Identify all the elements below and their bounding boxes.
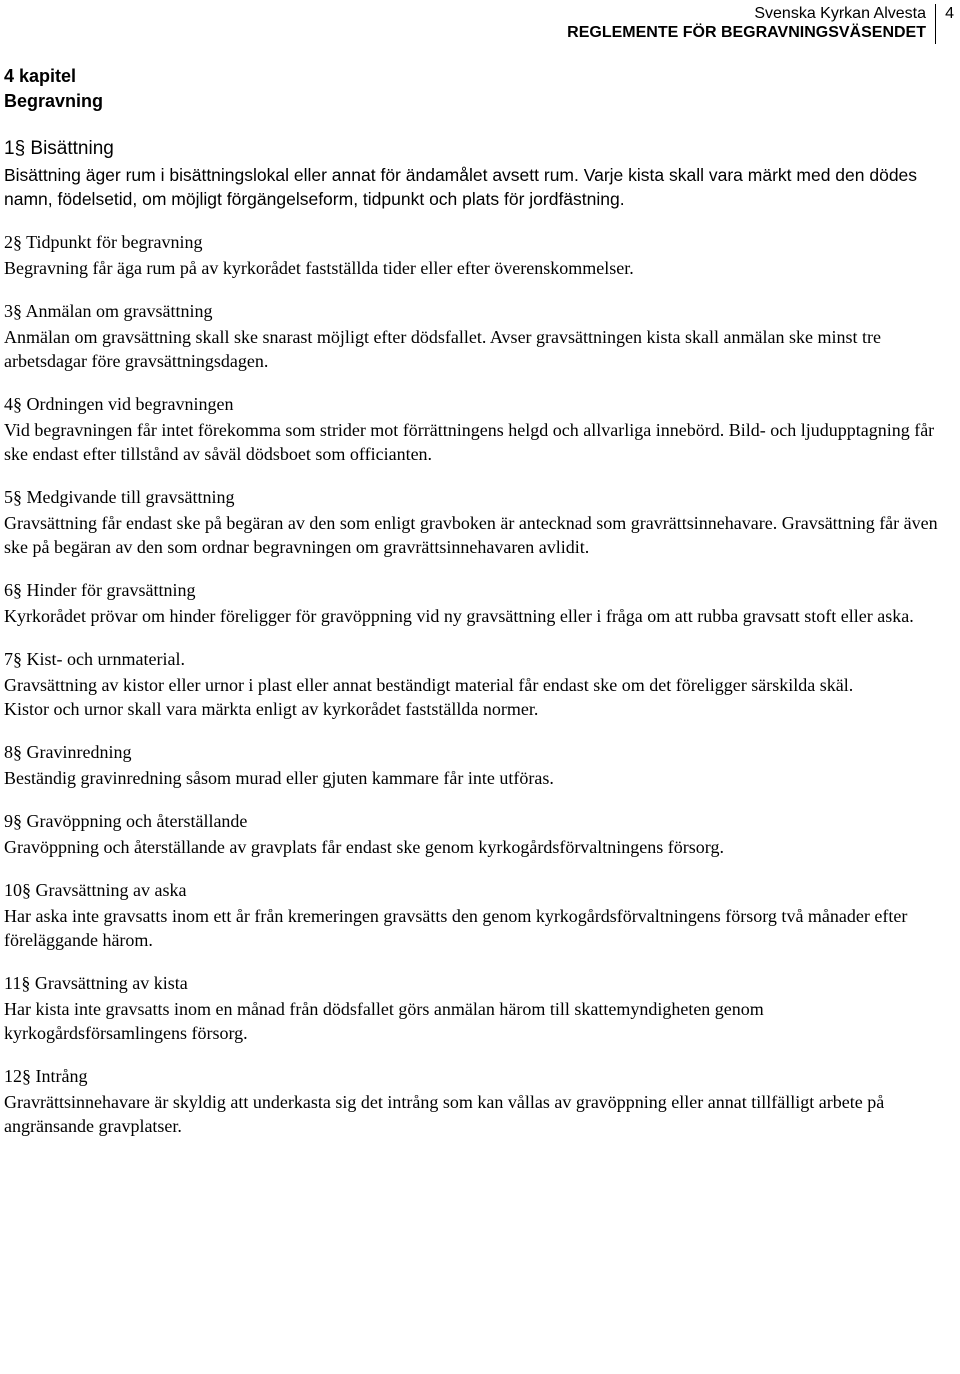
section-paragraph: Anmälan om gravsättning skall ske snarast möjligt efter dödsfallet. Avser gravsättningen kista skall anmälan ske minst tre arbetsdagar före gravsättningsdagen. (4, 327, 881, 371)
section-paragraph: Kyrkorådet prövar om hinder föreligger för gravöppning vid ny gravsättning eller i fråga om att rubba gravsatt stoft eller aska. (4, 606, 914, 626)
chapter-heading (4, 64, 944, 114)
section-paragraph: Gravsättning får endast ske på begäran av den som enligt gravboken är antecknad som gravrättsinnehavare. Gravsättning får även ske på begäran av den som ordnar begravningen om gravrättsinnehavaren avlidit. (4, 513, 938, 557)
section-9 (4, 809, 944, 859)
section-body (4, 766, 944, 790)
section-10 (4, 878, 944, 952)
section-heading: 7§ Kist- och urnmaterial. (4, 649, 185, 669)
section-heading: 2§ Tidpunkt för begravning (4, 232, 203, 252)
section-heading: 10§ Gravsättning av aska (4, 880, 187, 900)
section-7 (4, 647, 944, 721)
section-1 (4, 137, 944, 211)
section-paragraph: Begravning får äga rum på av kyrkorådet fastställda tider eller efter överenskommelser. (4, 258, 634, 278)
section-heading: 5§ Medgivande till gravsättning (4, 487, 235, 507)
section-heading: 12§ Intrång (4, 1066, 88, 1086)
section-6 (4, 578, 944, 628)
section-heading: 4§ Ordningen vid begravningen (4, 394, 234, 414)
section-body (4, 604, 944, 628)
page-number: 4 (945, 5, 954, 22)
header-organization: Svenska Kyrkan Alvesta (754, 5, 926, 22)
section-heading: 1§ Bisättning (4, 138, 114, 159)
section-heading: 3§ Anmälan om gravsättning (4, 301, 213, 321)
section-4 (4, 392, 944, 466)
section-paragraph: Gravsättning av kistor eller urnor i plast eller annat beständigt material får endast ske om det föreligger särskilda skäl. (4, 675, 854, 695)
section-body (4, 325, 944, 373)
header-text (567, 4, 926, 42)
section-heading: 8§ Gravinredning (4, 742, 132, 762)
header-document-title: REGLEMENTE FÖR BEGRAVNINGSVÄSENDET (567, 24, 926, 41)
section-heading: 6§ Hinder för gravsättning (4, 580, 196, 600)
section-heading: 9§ Gravöppning och återställande (4, 811, 248, 831)
section-body (4, 511, 944, 559)
section-body (4, 673, 944, 721)
section-body (4, 163, 944, 211)
section-paragraph: Gravrättsinnehavare är skyldig att underkasta sig det intrång som kan vållas av gravöppning eller annat tillfälligt arbete på angränsande gravplatser. (4, 1092, 885, 1136)
section-paragraph: Bisättning äger rum i bisättningslokal eller annat för ändamålet avsett rum. Varje kista skall vara märkt med den dödes namn, födelsetid, om möjligt förgängelseform, tidpunkt och plats för jordfästning. (4, 165, 918, 209)
section-body (4, 1090, 944, 1138)
section-paragraph: Kistor och urnor skall vara märkta enligt av kyrkorådet fastställda normer. (4, 699, 539, 719)
section-paragraph: Gravöppning och återställande av gravplats får endast ske genom kyrkogårdsförvaltningens försorg. (4, 837, 724, 857)
chapter-number: 4 kapitel (4, 66, 77, 86)
header-divider (935, 4, 936, 44)
document-body (4, 64, 944, 1157)
section-12 (4, 1064, 944, 1138)
section-8 (4, 740, 944, 790)
section-paragraph: Har kista inte gravsatts inom en månad från dödsfallet görs anmälan härom till skattemyndigheten genom kyrkogårdsförsamlingens försorg. (4, 999, 764, 1043)
section-paragraph: Har aska inte gravsatts inom ett år från kremeringen gravsätts den genom kyrkogårdsförvaltningens försorg två månader efter föreläggande härom. (4, 906, 908, 950)
section-5 (4, 485, 944, 559)
section-11 (4, 971, 944, 1045)
section-body (4, 997, 944, 1045)
section-body (4, 904, 944, 952)
chapter-title: Begravning (4, 91, 104, 111)
section-heading: 11§ Gravsättning av kista (4, 973, 188, 993)
section-2 (4, 230, 944, 280)
section-paragraph: Vid begravningen får intet förekomma som strider mot förrättningens helgd och allvarliga innebörd. Bild- och ljudupptagning får ske endast efter tillstånd av såväl dödsboet som officianten. (4, 420, 935, 464)
section-3 (4, 299, 944, 373)
section-body (4, 418, 944, 466)
section-body (4, 835, 944, 859)
page-header (0, 4, 960, 44)
section-paragraph: Beständig gravinredning såsom murad eller gjuten kammare får inte utföras. (4, 768, 554, 788)
section-body (4, 256, 944, 280)
